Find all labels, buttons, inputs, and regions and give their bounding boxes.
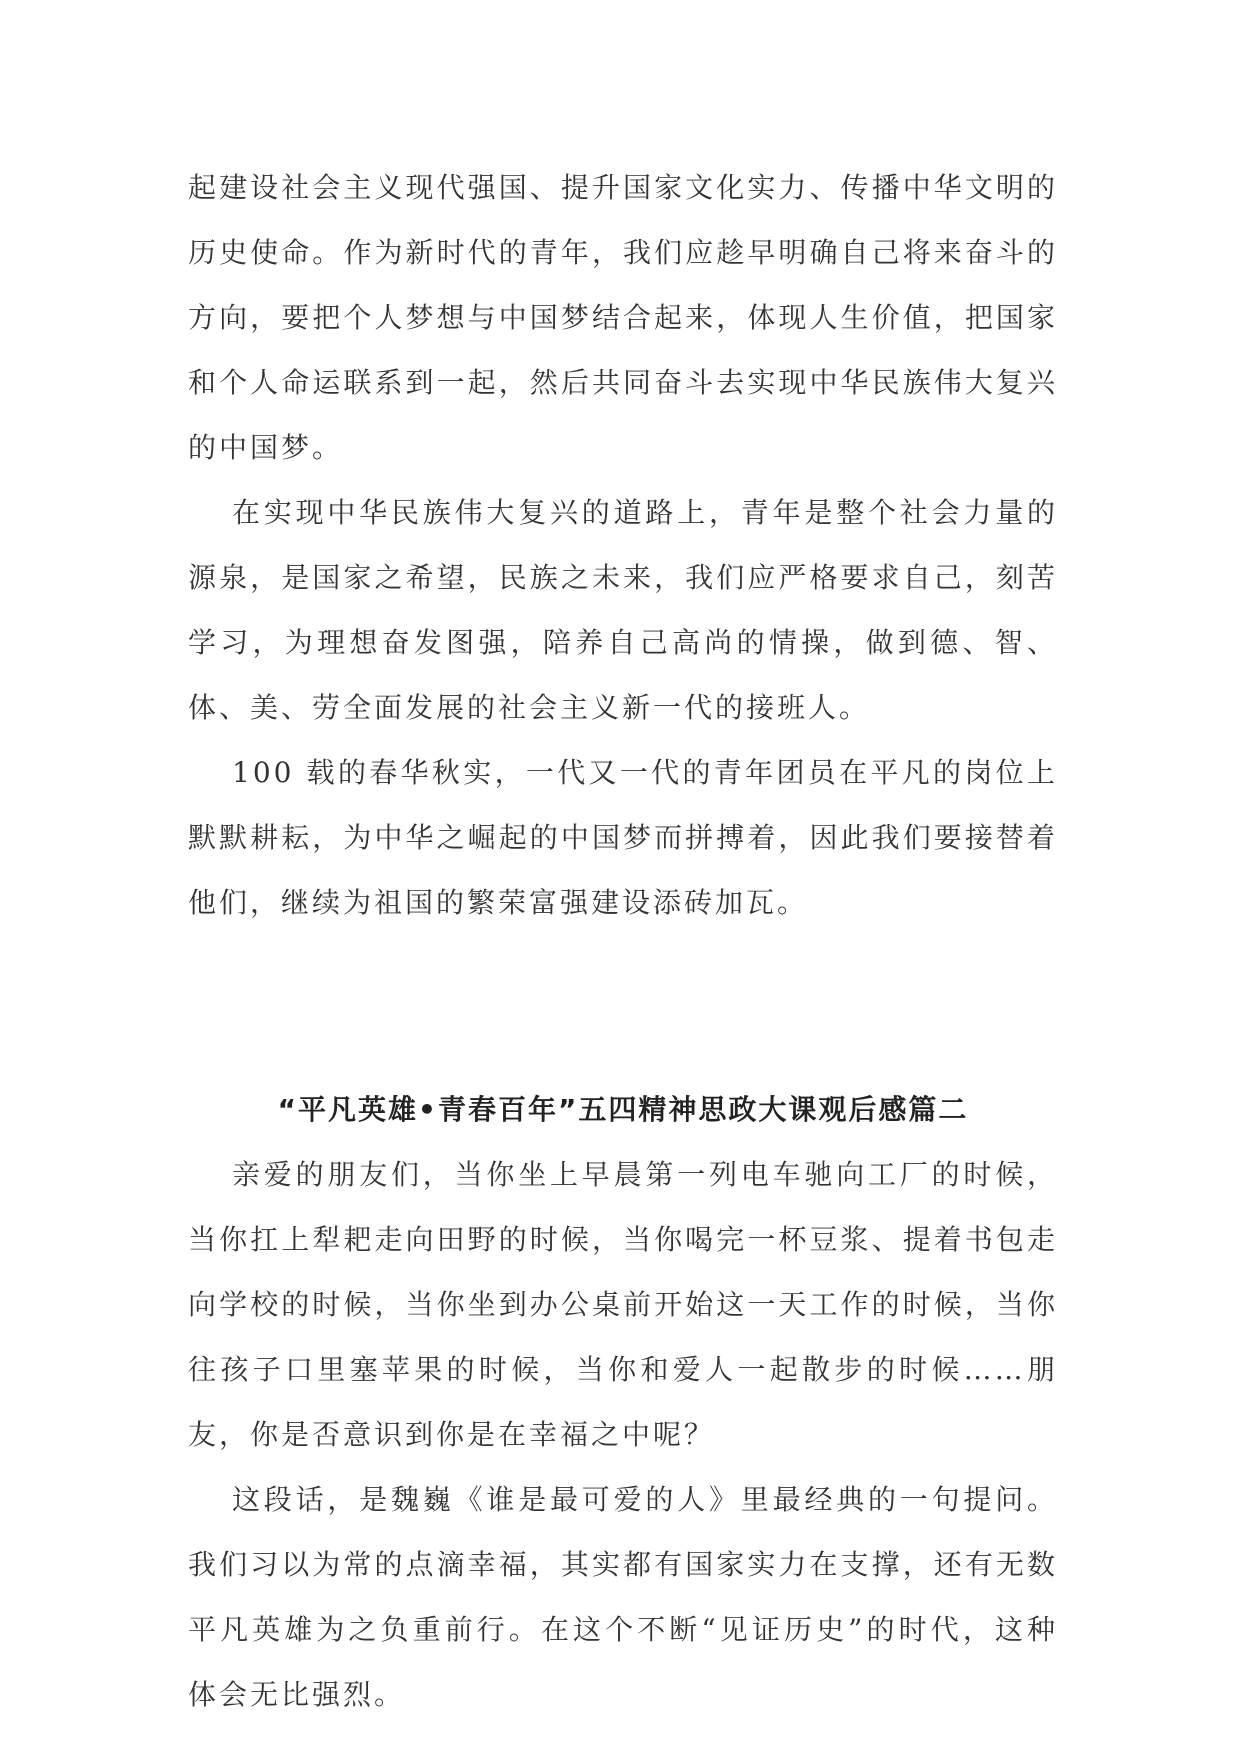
- paragraph: 亲爱的朋友们，当你坐上早晨第一列电车驰向工厂的时候，当你扛上犁耙走向田野的时候，当你喝完一杯豆浆、提着书包走向学校的时候，当你坐到办公桌前开始这一天工作的时候，当你往孩子口里塞苹果的时候，当你和爱人一起散步的时候……朋友，你是否意识到你是在幸福之中呢？: [188, 1158, 1058, 1451]
- section-spacer: [188, 935, 1058, 1077]
- paragraph: 在实现中华民族伟大复兴的道路上，青年是整个社会力量的源泉，是国家之希望，民族之未来，我们应严格要求自己，刻苦学习，为理想奋发图强，陪养自己高尚的情操，做到德、智、体、美、劳全面发展的社会主义新一代的接班人。: [188, 496, 1058, 724]
- section-heading-wrapper: [188, 1077, 1058, 1142]
- paragraph: 这段话，是魏巍《谁是最可爱的人》里最经典的一句提问。我们习以为常的点滴幸福，其实都有国家实力在支撑，还有无数平凡英雄为之负重前行。在这个不断“见证历史”的时代，这种体会无比强烈。: [188, 1483, 1058, 1711]
- paragraph-continuation: 起建设社会主义现代强国、提升国家文化实力、传播中华文明的历史使命。作为新时代的青年，我们应趁早明确自己将来奋斗的方向，要把个人梦想与中国梦结合起来，体现人生价值，把国家和个人命运联系到一起，然后共同奋斗去实现中华民族伟大复兴的中国梦。: [188, 171, 1058, 464]
- document-body: [188, 155, 1058, 1727]
- section-heading: “平凡英雄•青春百年”五四精神思政大课观后感篇二: [277, 1093, 969, 1126]
- paragraph: 100 载的春华秋实，一代又一代的青年团员在平凡的岗位上默默耕耘，为中华之崛起的中国梦而拼搏着，因此我们要接替着他们，继续为祖国的繁荣富强建设添砖加瓦。: [188, 756, 1058, 919]
